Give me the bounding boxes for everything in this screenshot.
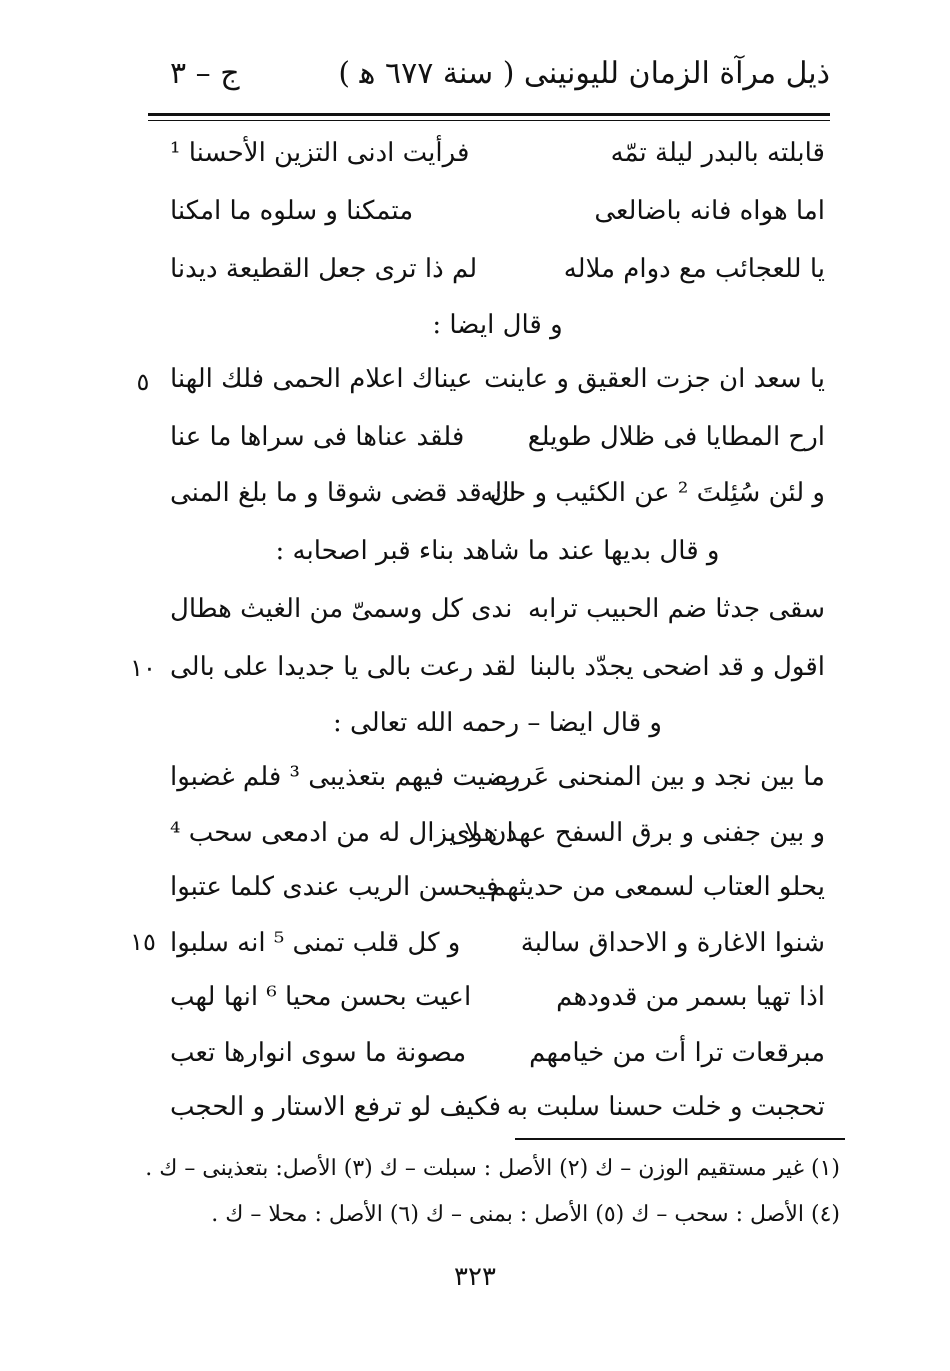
second-hemistich: فيحسن الريب عندى كلما عتبوا — [170, 872, 499, 902]
second-hemistich: ندى كل وسمىّ من الغيث هطال — [170, 594, 513, 624]
verse-line — [170, 186, 825, 236]
footnote-separator — [515, 1138, 845, 1140]
second-hemistich: لقد رعت بالى يا جديدا على بالى — [170, 652, 517, 682]
footnote-line: (١) غير مستقيم الوزن – ك (٢) الأصل : سبلت – ك (٣) الأصل: بتعذينى – ك . — [145, 1156, 840, 1181]
line-number: ١٠ — [130, 654, 156, 682]
verse-line — [170, 584, 825, 634]
first-hemistich: ارح المطايا فى ظلال طويلع — [527, 422, 825, 452]
second-hemistich: ان قد قضى شوقا و ما بلغ المنى — [170, 478, 517, 508]
second-hemistich: مصونة ما سوى انوارها تعب — [170, 1038, 467, 1068]
second-hemistich: لم ذا ترى جعل القطيعة ديدنا — [170, 254, 478, 284]
verse-line — [170, 354, 825, 404]
first-hemistich: يا للعجائب مع دوام ملاله — [563, 254, 825, 284]
second-hemistich: اعيت بحسن محيا ⁶ انها لهب — [170, 982, 472, 1012]
second-hemistich: فكيف لو ترفع الاستار و الحجب — [170, 1092, 502, 1122]
first-hemistich: و لئن سُئِلتَ ² عن الكئيب و حاله — [480, 478, 825, 508]
first-hemistich: مبرقعات ترا أت من خيامهم — [529, 1038, 825, 1068]
section-heading: و قال بديها عند ما شاهد بناء قبر اصحابه : — [275, 536, 720, 566]
section-heading: و قال ايضا : — [432, 310, 563, 340]
second-hemistich: و كل قلب تمنى ⁵ انه سلبوا — [170, 928, 461, 958]
first-hemistich: اذا تهيا بسمر من قدودهم — [556, 982, 825, 1012]
second-hemistich: فرأيت ادنى التزين الأحسنا ¹ — [170, 138, 470, 168]
first-hemistich: سقى جدثا ضم الحبيب ترابه — [527, 594, 825, 624]
first-hemistich: و بين جفنى و برق السفح عهد هوى — [449, 818, 825, 848]
first-hemistich: يحلو العتاب لسمعى من حديثهم — [489, 872, 825, 902]
line-number: ٥ — [136, 368, 150, 396]
verse-line — [170, 128, 825, 178]
verse-line — [170, 642, 825, 692]
second-hemistich: متمكنا و سلوه ما امكنا — [170, 196, 414, 226]
second-hemistich: فلقد عناها فى سراها ما عنا — [170, 422, 465, 452]
verse-line — [170, 918, 825, 968]
verse-line — [170, 412, 825, 462]
book-title: ذيل مرآة الزمان لليونينى ( سنة ٦٧٧ ﻫ ) — [338, 56, 830, 91]
first-hemistich: اما هواه فانه باضالعى — [594, 196, 825, 226]
page-number: ٣٢٣ — [454, 1262, 496, 1292]
first-hemistich: اقول و قد اضحى يجدّد بالبنا — [529, 652, 825, 682]
verse-line — [170, 752, 825, 802]
verse-line — [170, 468, 825, 518]
verse-line — [170, 1082, 825, 1132]
verse-line — [170, 972, 825, 1022]
running-header — [150, 52, 830, 108]
header-rule — [148, 113, 830, 116]
section-heading: و قال ايضا – رحمه الله تعالى : — [333, 708, 662, 738]
first-hemistich: يا سعد ان جزت العقيق و عاينت — [484, 364, 825, 394]
second-hemistich: عيناك اعلام الحمى فلك الهنا — [170, 364, 473, 394]
verse-line — [170, 862, 825, 912]
header-rule-thin — [148, 120, 830, 121]
verse-line — [170, 808, 825, 858]
first-hemistich: شنوا الاغارة و الاحداق سالبة — [520, 928, 825, 958]
first-hemistich: ما بين نجد و بين المنحنى عَرب — [494, 762, 825, 792]
verse-line — [170, 244, 825, 294]
second-hemistich: رضيت فيهم بتعذيبى ³ فلم غضبوا — [170, 762, 521, 792]
verse-line — [170, 1028, 825, 1078]
volume-label: ج – ٣ — [170, 56, 240, 91]
first-hemistich: قابلته بالبدر ليلة تمّه — [610, 138, 825, 168]
first-hemistich: تحجبت و خلت حسنا سلبت به — [506, 1092, 825, 1122]
second-hemistich: ان لا يزال له من ادمعى سحب ⁴ — [170, 818, 514, 848]
line-number: ١٥ — [130, 928, 156, 956]
footnote-line: (٤) الأصل : سحب – ك (٥) الأصل : بمنى – ك (٦) الأصل : محلا – ك . — [211, 1202, 840, 1227]
